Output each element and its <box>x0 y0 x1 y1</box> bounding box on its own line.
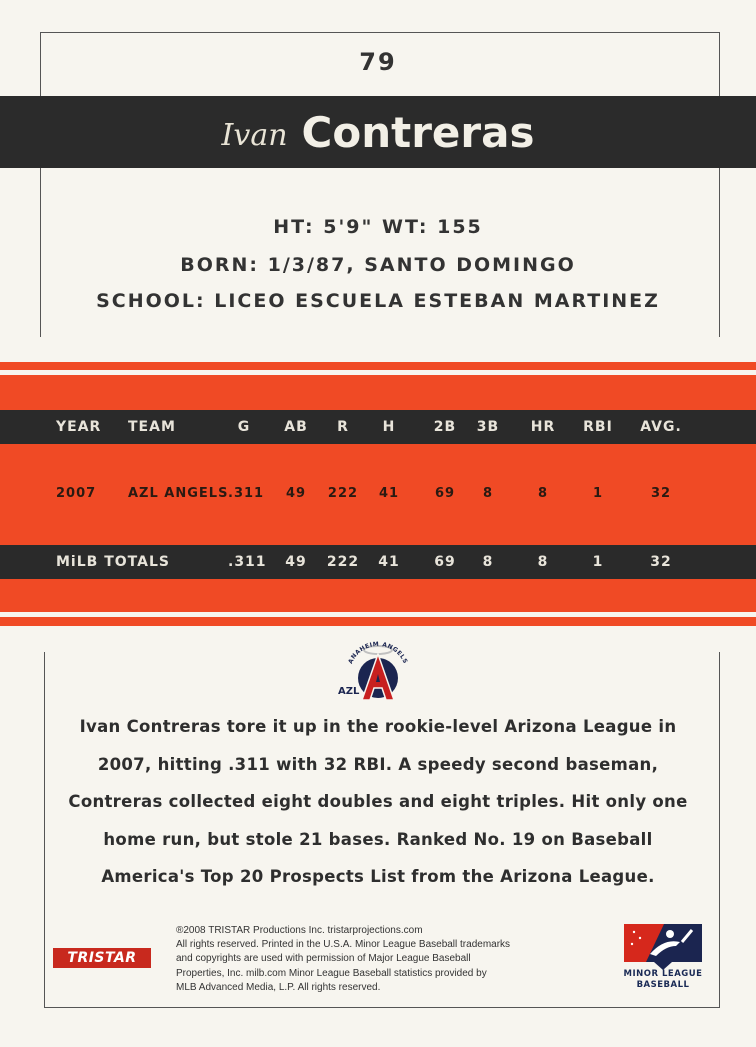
totals-hr: 8 <box>537 554 549 570</box>
stripe-bottom <box>0 612 756 617</box>
minor-league-baseball-logo-icon <box>620 920 706 972</box>
header-year: YEAR <box>56 419 102 435</box>
totals-label: MiLB TOTALS <box>56 554 170 570</box>
legal-line: ®2008 TRISTAR Productions Inc. tristarprojections.com <box>176 925 423 936</box>
cell-2b: 69 <box>434 486 456 501</box>
header-3b: 3B <box>476 419 500 435</box>
legal-copyright-text <box>176 924 606 995</box>
totals-g: .311 <box>228 554 267 570</box>
header-avg: AVG. <box>640 419 682 435</box>
tristar-logo: TRISTAR <box>53 948 151 968</box>
milb-logo-text <box>614 969 712 991</box>
header-ab: AB <box>284 419 308 435</box>
cell-hr: 8 <box>537 486 549 501</box>
legal-line: MLB Advanced Media, L.P. All rights reserved. <box>176 981 381 993</box>
cell-year: 2007 <box>56 486 97 501</box>
totals-avg: 32 <box>650 554 672 570</box>
cell-team: AZL ANGELS <box>128 486 229 501</box>
header-2b: 2B <box>433 419 457 435</box>
frame-line-bottom <box>44 1007 720 1008</box>
cell-avg: 32 <box>650 486 672 501</box>
bio-born: BORN: 1/3/87, SANTO DOMINGO <box>180 254 576 276</box>
legal-line: and copyrights are used with permission of Major League Baseball <box>176 953 471 965</box>
header-team: TEAM <box>128 419 176 435</box>
svg-text:ANAHEIM ANGELS: ANAHEIM ANGELS <box>347 640 409 665</box>
header-rbi: RBI <box>583 419 613 435</box>
frame-line-right-bottom <box>719 652 720 1008</box>
stripe-top <box>0 370 756 375</box>
frame-line-left-bottom <box>44 652 45 1008</box>
legal-line: All rights reserved. Printed in the U.S.A. Minor League Baseball trademarks <box>176 939 511 951</box>
cell-rbi: 1 <box>592 486 604 501</box>
stats-header-row <box>0 410 756 444</box>
totals-r: 222 <box>326 554 360 570</box>
player-last-name: Contreras <box>301 107 535 157</box>
cell-h: 41 <box>378 486 400 501</box>
cell-ab: 49 <box>285 486 307 501</box>
bio-height-weight: HT: 5'9" WT: 155 <box>273 216 483 238</box>
player-name-bar <box>0 96 756 168</box>
legal-line: Properties, Inc. milb.com Minor League Baseball statistics provided by <box>176 967 487 979</box>
milb-line-1: MINOR LEAGUE <box>623 969 703 979</box>
milb-line-2: BASEBALL <box>636 980 690 990</box>
player-first-name: Ivan <box>221 117 288 153</box>
header-h: H <box>382 419 396 435</box>
frame-line-top <box>40 32 720 33</box>
header-g: G <box>237 419 251 435</box>
card-number: 79 <box>359 48 397 76</box>
header-r: R <box>337 419 349 435</box>
totals-rbi: 1 <box>592 554 604 570</box>
cell-r: 222 <box>327 486 359 501</box>
bio-school: SCHOOL: LICEO ESCUELA ESTEBAN MARTINEZ <box>96 290 660 312</box>
player-bio-blurb: Ivan Contreras tore it up in the rookie-level Arizona League in 2007, hitting .311 with 32 RBI. A speedy second baseman, Contreras collected eight doubles and eight triples. Hit only one home run, but stole 21 bases. Ranked No. 19 on Baseball America's Top 20 Prospects List from the Arizona League. <box>68 717 688 886</box>
stats-table <box>0 362 756 626</box>
totals-2b: 69 <box>434 554 456 570</box>
totals-h: 41 <box>378 554 400 570</box>
svg-text:AZL: AZL <box>338 686 360 697</box>
cell-g: .311 <box>228 486 265 501</box>
cell-3b: 8 <box>482 486 494 501</box>
stats-totals-row <box>0 545 756 579</box>
totals-3b: 8 <box>482 554 494 570</box>
angels-team-logo-icon <box>336 636 420 706</box>
table-row <box>0 482 756 506</box>
totals-ab: 49 <box>285 554 307 570</box>
header-hr: HR <box>530 419 556 435</box>
